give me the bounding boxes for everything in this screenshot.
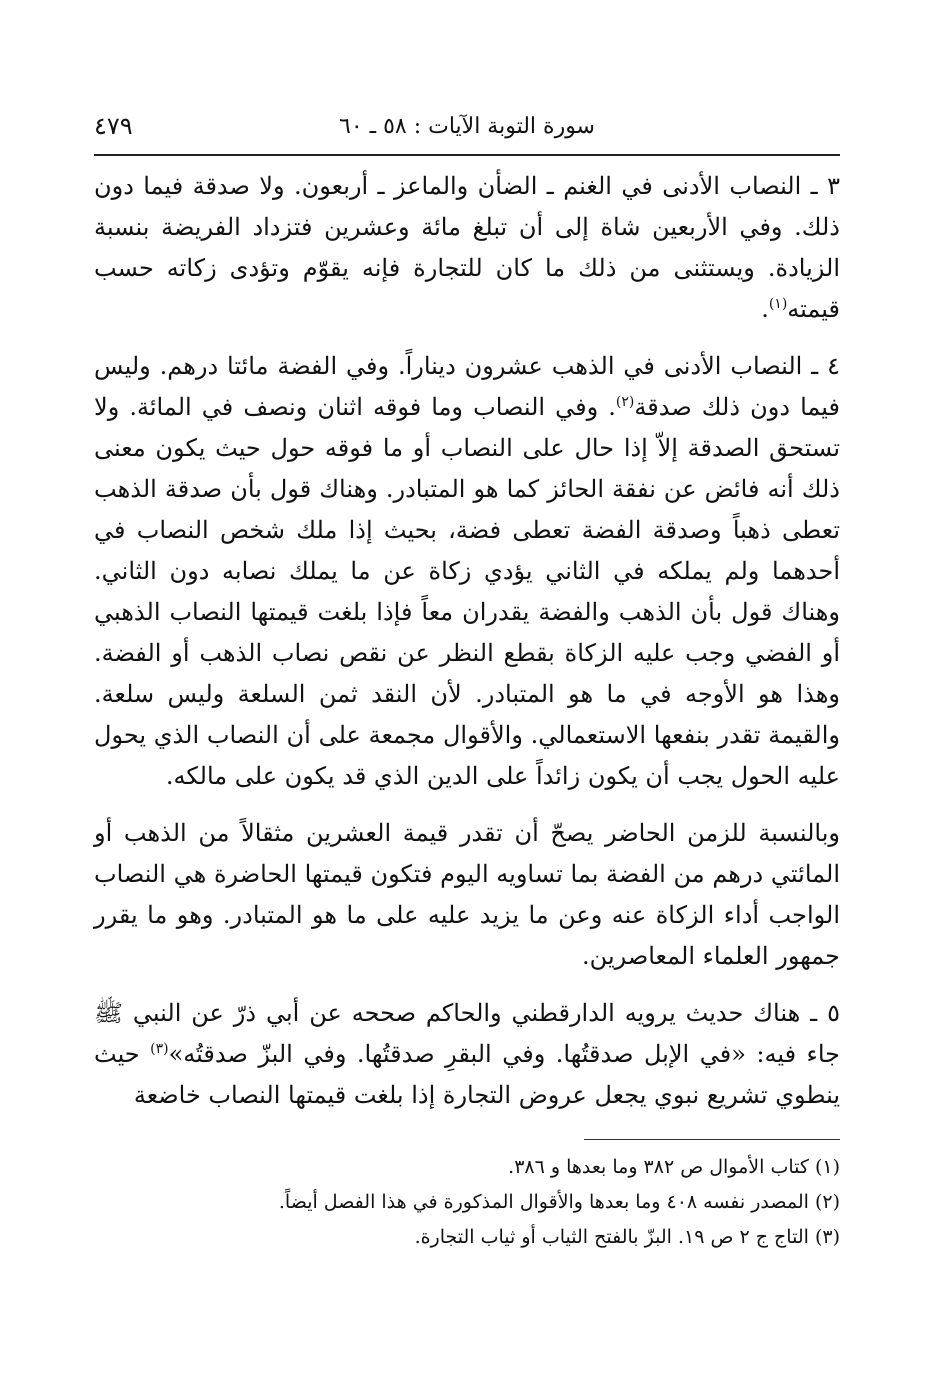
- text-run: ٣ ـ النصاب الأدنى في الغنم ـ الضأن والماعز ـ أربعون. ولا صدقة فيما دون ذلك. وفي الأربعين شاة إلى أن تبلغ مائة وعشرين فتزداد الفريضة بنسبة الزيادة. ويستثنى من ذلك ما كان للتجارة فإنه يقوّم وتؤدى زكاته حسب قيمته: [94, 172, 840, 323]
- text-run: . وفي النصاب وما فوقه اثنان ونصف في المائة. ولا تستحق الصدقة إلاّ إذا حال على النصاب أو ما فوقه حول حيث يكون معنى ذلك أنه فائض عن نفقة الحائز كما هو المتبادر. وهناك قول بأن صدقة الذهب تعطى ذهباً وصدقة الفضة تعطى فضة، بحيث إذا ملك شخص النصاب في أحدهما ولم يملكه في الثاني يؤدي زكاة عن ما يملك نصابه دون الثاني. وهناك قول بأن الذهب والفضة يقدران معاً فإذا بلغت قيمتها النصاب الذهبي أو الفضي وجب عليه الزكاة بقطع النظر عن نقص نصاب الذهب أو الفضة. وهذا هو الأوجه في ما هو المتبادر. لأن النقد ثمن السلعة وليس سلعة. والقيمة تقدر بنفعها الاستعمالي. والأقوال مجمعة على أن النصاب الذي يحول عليه الحول يجب أن يكون زائداً على الدين الذي قد يكون على مالكه.: [94, 393, 840, 790]
- text-run: ٥ ـ هناك حديث يرويه الدارقطني والحاكم صححه عن أبي ذرّ عن النبي ﷺ جاء فيه: «في الإبل صدقتُها. وفي البقرِ صدقتُها. وفي البزّ صدقتُه»: [94, 999, 840, 1068]
- text-run: ٤ ـ النصاب الأدنى في الذهب عشرون ديناراً. وفي الفضة مائتا درهم. وليس فيما دون ذلك صدقة: [94, 352, 840, 421]
- header-rule: [94, 154, 840, 156]
- footnote-ref-2: (٢): [615, 394, 635, 410]
- footnote-2: (٢) المصدر نفسه ٤٠٨ وما بعدها والأقوال المذكورة في هذا الفصل أيضاً.: [278, 1191, 840, 1213]
- running-header: [94, 110, 840, 150]
- paragraph-1: [94, 166, 840, 330]
- footnote-1: (١) كتاب الأموال ص ٣٨٢ وما بعدها و ٣٨٦.: [508, 1156, 840, 1178]
- paragraph-2: [94, 346, 840, 797]
- footnote-rule: [584, 1139, 840, 1140]
- text-run: حيث ينطوي تشريع نبوي يجعل عروض التجارة إذا بلغت قيمتها النصاب خاضعة: [94, 1040, 840, 1109]
- footnote-ref-3: (٣): [150, 1041, 169, 1057]
- text-run: .: [761, 295, 769, 323]
- page-number: ٤٧٩: [94, 112, 133, 140]
- paragraph-4: [94, 993, 840, 1116]
- footnote-3: (٣) التاج ج ٢ ص ١٩. البزّ بالفتح الثياب أو ثياب التجارة.: [414, 1226, 840, 1248]
- running-title: سورة التوبة الآيات : ٥٨ ـ ٦٠: [339, 114, 595, 139]
- body-text: [94, 166, 840, 1116]
- text-run: وبالنسبة للزمن الحاضر يصحّ أن تقدر قيمة العشرين مثقالاً من الذهب أو المائتي درهم من الفضة بما تساويه اليوم فتكون قيمتها الحاضرة هي النصاب الواجب أداء الزكاة عنه وعن ما يزيد عليه على ما هو المتبادر. وهو ما يقرر جمهور العلماء المعاصرين.: [94, 819, 840, 970]
- footnotes: [94, 1150, 840, 1255]
- footnote-ref-1: (١): [768, 296, 788, 312]
- paragraph-3: [94, 813, 840, 977]
